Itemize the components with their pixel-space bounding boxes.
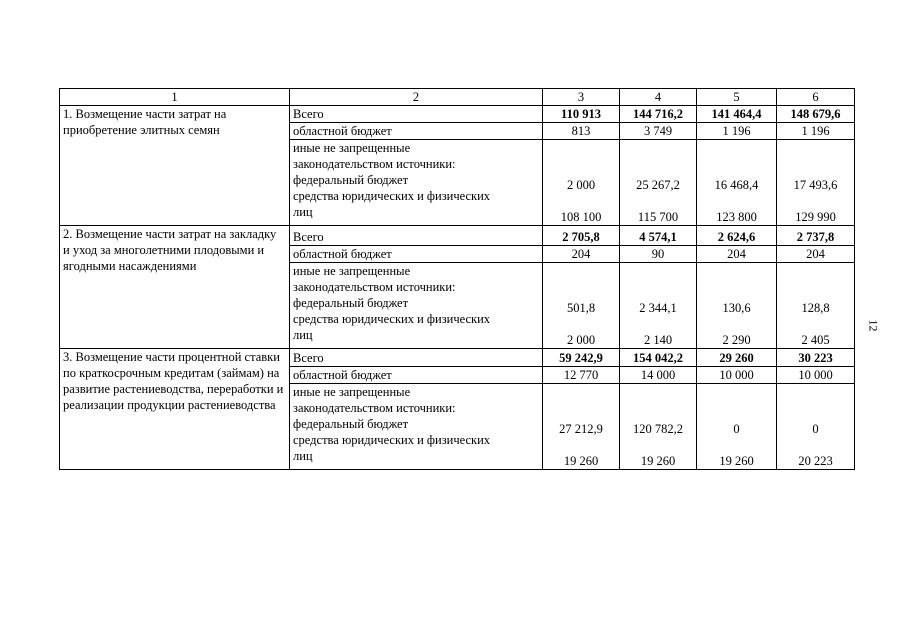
header-row [60, 89, 855, 106]
total-value: 2 737,8 [777, 226, 855, 246]
sources-label-cell [290, 140, 543, 226]
legal-value: 2 290 [722, 333, 751, 347]
regional-value: 14 000 [620, 367, 697, 384]
values-cell [543, 384, 620, 470]
federal-value: 17 493,6 [793, 178, 838, 192]
federal-value: 130,6 [722, 301, 751, 315]
regional-label: областной бюджет [290, 246, 543, 263]
regional-value: 90 [620, 246, 697, 263]
other-sources-label: законодательством источники: [293, 280, 456, 294]
total-value: 59 242,9 [543, 349, 620, 367]
legal-entities-label: лиц [293, 449, 313, 463]
sources-label-cell [290, 263, 543, 349]
values-cell [620, 140, 697, 226]
section-title: 1. Возмещение части затрат на приобретение элитных семян [60, 106, 290, 226]
values-cell [543, 140, 620, 226]
regional-value: 1 196 [697, 123, 777, 140]
values-cell [777, 140, 855, 226]
total-value: 154 042,2 [620, 349, 697, 367]
total-value: 2 624,6 [697, 226, 777, 246]
federal-value: 128,8 [801, 301, 830, 315]
regional-value: 10 000 [777, 367, 855, 384]
other-sources-label: иные не запрещенные [293, 141, 411, 155]
federal-value: 27 212,9 [559, 422, 603, 436]
federal-value: 2 344,1 [639, 301, 677, 315]
federal-value: 501,8 [566, 301, 596, 315]
federal-label: федеральный бюджет [293, 173, 409, 187]
other-sources-label: законодательством источники: [293, 401, 456, 415]
legal-value: 2 140 [643, 333, 673, 347]
total-value: 141 464,4 [697, 106, 777, 123]
legal-value: 20 223 [798, 454, 833, 468]
total-value: 144 716,2 [620, 106, 697, 123]
total-value: 148 679,6 [777, 106, 855, 123]
legal-entities-label: средства юридических и физических [293, 433, 491, 447]
legal-value: 108 100 [560, 210, 602, 224]
values-cell [777, 263, 855, 349]
legal-value: 115 700 [637, 210, 679, 224]
federal-value: 2 000 [566, 178, 596, 192]
page-number: 12 [866, 319, 881, 332]
regional-label: областной бюджет [290, 367, 543, 384]
section-title: 2. Возмещение части затрат на закладку и уход за многолетними плодовыми и ягодными насаждениями [60, 226, 290, 349]
legal-entities-label: лиц [293, 205, 313, 219]
legal-value: 129 990 [795, 210, 836, 224]
total-value: 29 260 [697, 349, 777, 367]
total-label: Всего [290, 349, 543, 367]
total-value: 110 913 [543, 106, 620, 123]
federal-value: 0 [733, 422, 740, 436]
legal-value: 19 260 [563, 454, 599, 468]
total-value: 2 705,8 [543, 226, 620, 246]
regional-value: 204 [777, 246, 855, 263]
federal-value: 16 468,4 [714, 178, 759, 192]
values-cell [697, 263, 777, 349]
regional-value: 204 [543, 246, 620, 263]
regional-value: 204 [697, 246, 777, 263]
legal-value: 2 000 [566, 333, 596, 347]
total-label: Всего [290, 226, 543, 246]
sources-label-cell [290, 384, 543, 470]
other-sources-label: иные не запрещенные [293, 385, 411, 399]
budget-table [59, 88, 855, 470]
regional-value: 813 [543, 123, 620, 140]
header-cell: 5 [697, 89, 777, 106]
section-title: 3. Возмещение части процентной ставки по краткосрочным кредитам (займам) на развитие растениеводства, переработки и реализации продукции растениеводства [60, 349, 290, 470]
federal-label: федеральный бюджет [293, 296, 409, 310]
table-row [60, 226, 855, 246]
regional-value: 1 196 [777, 123, 855, 140]
regional-label: областной бюджет [290, 123, 543, 140]
header-cell: 2 [290, 89, 543, 106]
header-cell: 3 [543, 89, 620, 106]
legal-value: 19 260 [719, 454, 754, 468]
federal-value: 25 267,2 [636, 178, 680, 192]
table-row [60, 106, 855, 123]
values-cell [777, 384, 855, 470]
federal-label: федеральный бюджет [293, 417, 409, 431]
values-cell [620, 384, 697, 470]
values-cell [620, 263, 697, 349]
federal-value: 120 782,2 [633, 422, 683, 436]
total-label: Всего [290, 106, 543, 123]
legal-value: 19 260 [640, 454, 676, 468]
legal-entities-label: лиц [293, 328, 313, 342]
legal-entities-label: средства юридических и физических [293, 189, 491, 203]
total-value: 30 223 [777, 349, 855, 367]
values-cell [697, 384, 777, 470]
table-row [60, 349, 855, 367]
legal-value: 123 800 [716, 210, 757, 224]
total-value: 4 574,1 [620, 226, 697, 246]
other-sources-label: иные не запрещенные [293, 264, 411, 278]
other-sources-label: законодательством источники: [293, 157, 456, 171]
header-cell: 6 [777, 89, 855, 106]
federal-value: 0 [812, 422, 819, 436]
regional-value: 3 749 [620, 123, 697, 140]
regional-value: 12 770 [543, 367, 620, 384]
legal-value: 2 405 [801, 333, 830, 347]
header-cell: 1 [60, 89, 290, 106]
values-cell [543, 263, 620, 349]
regional-value: 10 000 [697, 367, 777, 384]
header-cell: 4 [620, 89, 697, 106]
legal-entities-label: средства юридических и физических [293, 312, 491, 326]
values-cell [697, 140, 777, 226]
